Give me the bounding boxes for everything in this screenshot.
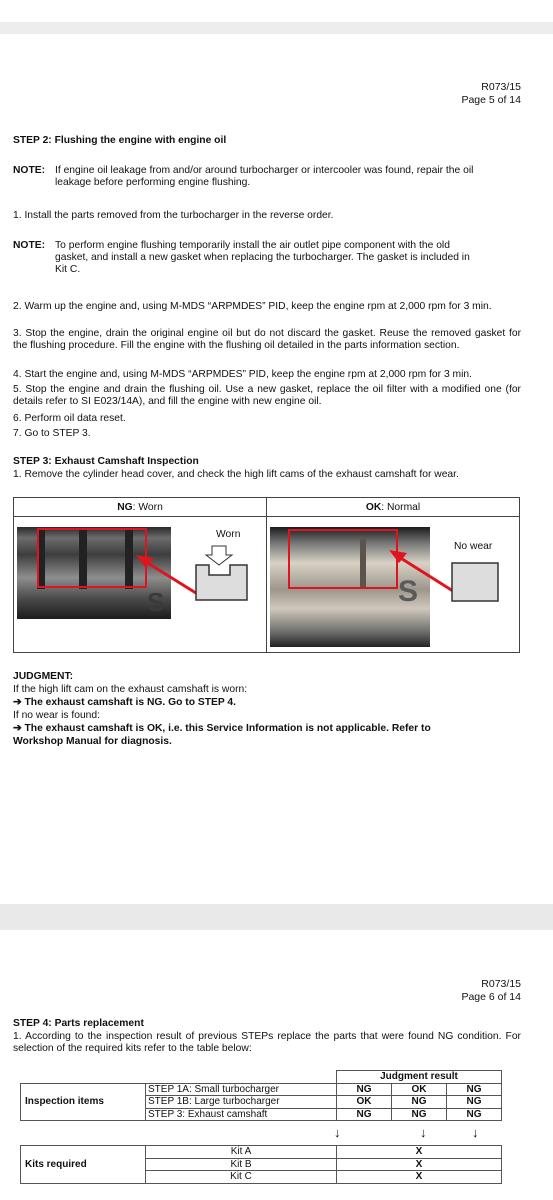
judgment-line: ➔ The exhaust camshaft is OK, i.e. this Service Information is not applicable. Refer to — [13, 723, 431, 734]
item-7: 7. Go to STEP 3. — [13, 428, 91, 439]
table-row — [21, 1146, 502, 1159]
worn-label: Worn — [216, 529, 241, 540]
kits-table — [20, 1145, 502, 1184]
worn-cam-photo: S — [17, 527, 171, 619]
judgment-title: JUDGMENT: — [13, 671, 74, 682]
note-1-line: leakage before performing engine flushing. — [55, 177, 251, 188]
ok-image-cell — [267, 517, 520, 653]
note-2-line: To perform engine flushing temporarily install the air outlet pipe component with the old — [55, 240, 450, 251]
row-label: STEP 1B: Large turbocharger — [146, 1096, 337, 1109]
note-1 — [55, 165, 473, 189]
kits-required-label: Kits required — [21, 1146, 146, 1184]
step3-title: STEP 3: Exhaust Camshaft Inspection — [13, 456, 199, 467]
kit-mark: X — [337, 1158, 502, 1171]
note-label: NOTE: — [13, 165, 46, 176]
item-4: 4. Start the engine and, using M-MDS “ARPMDES” PID, keep the engine rpm at 2,000 rpm for 3 min. — [13, 369, 472, 380]
kit-label: Kit B — [146, 1158, 337, 1171]
normal-cam-diagram-icon — [450, 561, 502, 605]
kit-label: Kit A — [146, 1146, 337, 1159]
ng-image-cell — [14, 517, 267, 653]
result-cell: NG — [446, 1096, 501, 1109]
item-1: 1. Install the parts removed from the turbocharger in the reverse order. — [13, 210, 334, 221]
result-cell: NG — [391, 1108, 446, 1121]
result-cell: OK — [391, 1083, 446, 1096]
ng-header: NG: Worn — [14, 498, 267, 517]
judgment-line: Workshop Manual for diagnosis. — [13, 736, 172, 747]
down-arrow-icon: ↓ — [472, 1125, 479, 1140]
note-2 — [55, 240, 470, 276]
table-row — [21, 1083, 502, 1096]
step4-text: 1. According to the inspection result of previous STEPs replace the parts that were found NG condition. For selection of the required kits refer to the table below: — [13, 1031, 521, 1054]
doc-number: R073/15 — [481, 81, 521, 93]
step3-item-1: 1. Remove the cylinder head cover, and check the high lift cams of the exhaust camshaft for wear. — [13, 469, 459, 480]
page-header — [461, 978, 521, 1004]
note-1-line: If engine oil leakage from and/or around turbocharger or intercooler was found, repair the oil — [55, 165, 474, 176]
inspection-items-label: Inspection items — [21, 1083, 146, 1121]
result-cell: NG — [446, 1083, 501, 1096]
judgment-result-header: Judgment result — [337, 1071, 502, 1084]
normal-cam-photo: S — [270, 527, 430, 647]
item-5: 5. Stop the engine and drain the flushing oil. Use a new gasket, replace the oil filter with a modified one (for details refer to SI E023/14A), and fill the engine with new engine oil. — [13, 384, 521, 407]
step4-title: STEP 4: Parts replacement — [13, 1018, 144, 1029]
judgment-table — [20, 1070, 502, 1121]
arrow-icon — [379, 547, 459, 597]
down-arrow-icon: ↓ — [420, 1125, 427, 1140]
step2-title: STEP 2: Flushing the engine with engine oil — [13, 135, 227, 146]
page-header — [461, 81, 521, 107]
doc-number: R073/15 — [481, 978, 521, 990]
judgment-line: ➔ The exhaust camshaft is NG. Go to STEP 4. — [13, 697, 237, 708]
kit-mark: X — [337, 1146, 502, 1159]
down-arrow-icon: ↓ — [334, 1125, 341, 1140]
result-cell: OK — [337, 1096, 392, 1109]
page-gap — [0, 22, 553, 34]
result-cell: NG — [337, 1083, 392, 1096]
row-label: STEP 1A: Small turbocharger — [146, 1083, 337, 1096]
page-number: Page 6 of 14 — [461, 991, 521, 1003]
item-6: 6. Perform oil data reset. — [13, 413, 126, 424]
nowear-label: No wear — [454, 541, 493, 552]
previous-page-edge — [0, 0, 553, 22]
note-label: NOTE: — [13, 240, 46, 251]
item-3: 3. Stop the engine, drain the original engine oil but do not discard the gasket. Reuse the removed gasket for the flushing procedure. Fill the engine with the flushing oil detailed in the parts information section. — [13, 328, 521, 351]
row-label: STEP 3: Exhaust camshaft — [146, 1108, 337, 1121]
result-cell: NG — [337, 1108, 392, 1121]
judgment-line: If no wear is found: — [13, 710, 101, 721]
kit-label: Kit C — [146, 1171, 337, 1184]
document-page-5 — [0, 34, 553, 904]
page-number: Page 5 of 14 — [461, 94, 521, 106]
result-cell: NG — [391, 1096, 446, 1109]
result-cell: NG — [446, 1108, 501, 1121]
worn-cam-diagram-icon — [194, 545, 250, 603]
kit-mark: X — [337, 1171, 502, 1184]
ok-header: OK: Normal — [267, 498, 520, 517]
item-2: 2. Warm up the engine and, using M-MDS “ARPMDES” PID, keep the engine rpm at 2,000 rpm for 3 min. — [13, 301, 492, 312]
judgment-line: If the high lift cam on the exhaust camshaft is worn: — [13, 684, 248, 695]
note-2-line: gasket, and install a new gasket when replacing the turbocharger. The gasket is included in — [55, 252, 470, 263]
document-page-6 — [0, 930, 553, 1200]
note-2-line: Kit C. — [55, 264, 81, 275]
camshaft-inspection-table — [13, 497, 520, 653]
